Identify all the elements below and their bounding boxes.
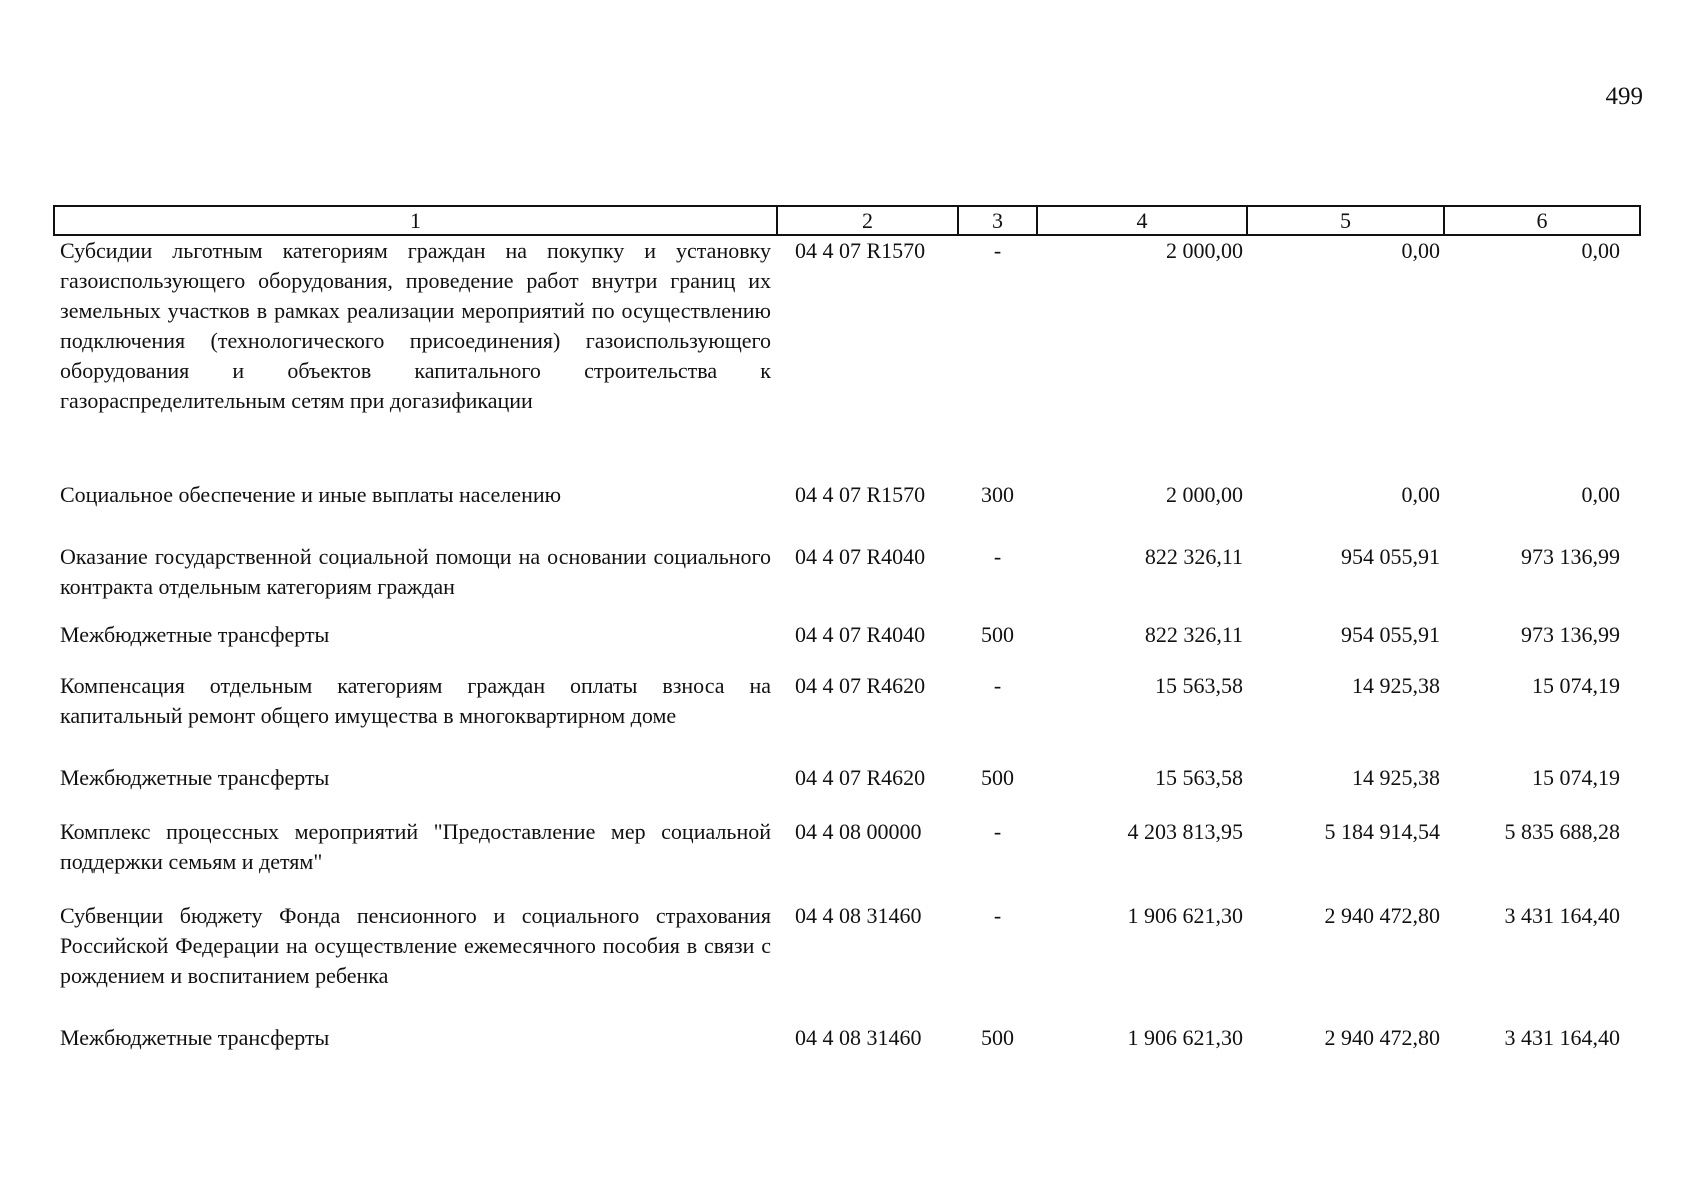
table-row — [54, 763, 1640, 817]
budget-table — [53, 205, 1641, 1063]
header-cell: 6 — [1444, 206, 1640, 235]
row-amount-1: 15 563,58 — [1155, 765, 1243, 790]
row-amount-2: 14 925,38 — [1352, 673, 1440, 698]
row-amount-3: 973 136,99 — [1521, 622, 1620, 647]
row-amount-3: 973 136,99 — [1521, 544, 1620, 569]
row-amount-2: 954 055,91 — [1341, 544, 1440, 569]
row-type: - — [993, 673, 1002, 698]
row-type: 300 — [981, 482, 1014, 507]
table-row — [54, 620, 1640, 671]
row-amount-1: 1 906 621,30 — [1127, 903, 1243, 928]
row-amount-1: 2 000,00 — [1166, 482, 1243, 507]
row-amount-2: 2 940 472,80 — [1324, 903, 1440, 928]
row-code: 04 4 07 R4620 — [795, 765, 926, 790]
row-name: Межбюджетные трансферты — [60, 622, 330, 647]
row-type: - — [993, 903, 1002, 928]
row-name: Компенсация отдельным категориям граждан оплаты взноса на капитальный ремонт общего имущества в многоквартирном доме — [60, 673, 771, 728]
row-amount-1: 15 563,58 — [1155, 673, 1243, 698]
row-type: - — [993, 819, 1002, 844]
row-type: - — [993, 544, 1002, 569]
row-code: 04 4 07 R4620 — [795, 673, 926, 698]
row-name: Межбюджетные трансферты — [60, 1025, 330, 1050]
row-code: 04 4 07 R1570 — [795, 238, 926, 263]
row-amount-3: 3 431 164,40 — [1504, 1025, 1620, 1050]
header-cell: 3 — [958, 206, 1037, 235]
header-cell: 2 — [777, 206, 958, 235]
row-amount-3: 3 431 164,40 — [1504, 903, 1620, 928]
row-amount-2: 0,00 — [1401, 482, 1440, 507]
row-amount-3: 15 074,19 — [1532, 673, 1620, 698]
row-amount-1: 2 000,00 — [1166, 238, 1243, 263]
row-amount-1: 822 326,11 — [1144, 544, 1243, 569]
row-code: 04 4 08 00000 — [795, 819, 922, 844]
row-amount-1: 4 203 813,95 — [1127, 819, 1243, 844]
row-name: Субсидии льготным категориям граждан на покупку и установку газоиспользующего оборудования, проведение работ внутри границ их земельных участков в рамках реализации мероприятий по осуществлению подключения (технологического присоединения) газоиспользующего оборудования и объектов капитального строительства к газораспределительным сетям при догазификации — [60, 238, 771, 413]
row-type: 500 — [981, 1025, 1014, 1050]
table-row — [54, 1023, 1640, 1063]
row-type: 500 — [981, 622, 1014, 647]
row-type: - — [993, 238, 1002, 263]
row-name: Оказание государственной социальной помощи на основании социального контракта отдельным категориям граждан — [60, 544, 771, 599]
table-row — [54, 480, 1640, 542]
header-cell: 5 — [1247, 206, 1444, 235]
row-name: Межбюджетные трансферты — [60, 765, 330, 790]
row-amount-2: 5 184 914,54 — [1324, 819, 1440, 844]
table-row — [54, 235, 1640, 480]
table-row — [54, 671, 1640, 763]
row-code: 04 4 07 R4040 — [795, 544, 926, 569]
row-amount-3: 15 074,19 — [1532, 765, 1620, 790]
table-row — [54, 817, 1640, 901]
header-cell: 4 — [1037, 206, 1247, 235]
row-code: 04 4 08 31460 — [795, 1025, 922, 1050]
row-name: Социальное обеспечение и иные выплаты населению — [60, 482, 562, 507]
row-amount-2: 954 055,91 — [1341, 622, 1440, 647]
row-amount-1: 822 326,11 — [1144, 622, 1243, 647]
row-amount-3: 0,00 — [1581, 482, 1620, 507]
header-cell: 1 — [54, 206, 777, 235]
row-name: Субвенции бюджету Фонда пенсионного и социального страхования Российской Федерации на осуществление ежемесячного пособия в связи с рождением и воспитанием ребенка — [60, 903, 771, 988]
row-amount-2: 2 940 472,80 — [1324, 1025, 1440, 1050]
row-amount-3: 0,00 — [1581, 238, 1620, 263]
row-amount-3: 5 835 688,28 — [1504, 819, 1620, 844]
row-code: 04 4 07 R4040 — [795, 622, 926, 647]
row-amount-2: 14 925,38 — [1352, 765, 1440, 790]
row-name: Комплекс процессных мероприятий "Предоставление мер социальной поддержки семьям и детям" — [60, 819, 771, 874]
row-code: 04 4 07 R1570 — [795, 482, 926, 507]
row-amount-2: 0,00 — [1401, 238, 1440, 263]
table-header — [54, 206, 1640, 235]
table-body — [54, 235, 1640, 1063]
table-row — [54, 901, 1640, 1023]
header-row — [54, 206, 1640, 235]
row-code: 04 4 08 31460 — [795, 903, 922, 928]
row-amount-1: 1 906 621,30 — [1127, 1025, 1243, 1050]
page-number: 499 — [1605, 83, 1643, 110]
table-row — [54, 542, 1640, 620]
row-type: 500 — [981, 765, 1014, 790]
